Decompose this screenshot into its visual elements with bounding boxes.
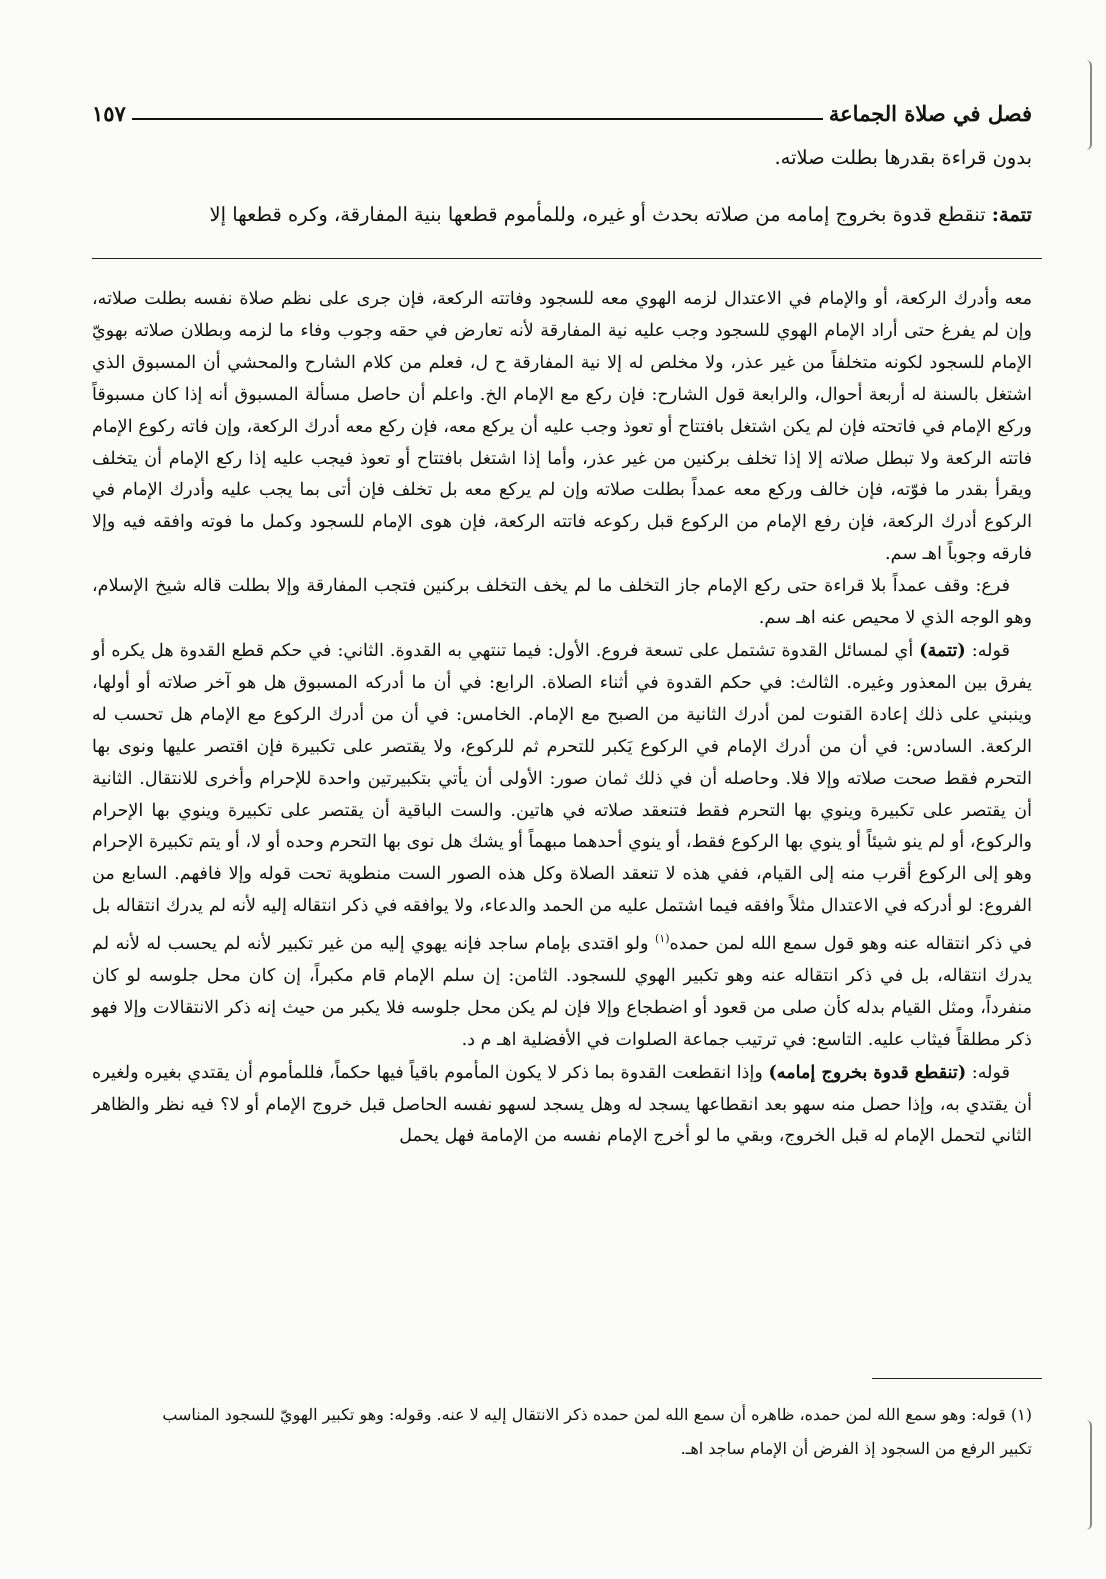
page-number: ١٥٧ [92,101,126,126]
main-line-1: بدون قراءة بقدرها بطلت صلاته. [774,146,1032,169]
header-rule [132,100,823,120]
main-commentary-divider [92,258,1042,259]
commentary-paragraph-3 [92,635,1032,1057]
qawluh-label: قوله: [971,640,1011,661]
footnote-line-1: (١) قوله: وهو سمع الله لمن حمده، ظاهره أن سمع الله لمن حمده ذكر الانتقال إليه لا عنه. وقوله: وهو تكبير الهويّ للسجود المناسب [162,1405,1032,1424]
commentary-paragraph-4 [92,1057,1032,1154]
commentary-text-continued: ولو اقتدى بإمام ساجد فإنه يهوي إليه من غير تكبير لأنه لم يحسب له لأنه لم يدرك انتقاله، بل في ذكر انتقاله عنه وهو تكبير الهوي للسجود. الثامن: إن سلم الإمام قام مكبراً، إن كان محل جلوسه لو كان منفرداً، ومثل القيام بدله كأن صلى من قعود أو اضطجاع وإلا فإن لم يكن محل جلوسه فلا يكبر من حيث إنه ذكر الانتقالات وإلا فهو ذكر مطلقاً فيثاب عليه. التاسع: في ترتيب جماعة الصلوات في الأفضلية اهـ م د. [92,933,1032,1050]
scan-edge-mark [1080,1420,1092,1530]
footnote-reference: (١) [654,932,670,946]
main-text-continuation [92,138,1032,178]
chapter-title: فصل في صلاة الجماعة [828,101,1032,126]
commentary-paragraph-2: فرع: وقف عمداً بلا قراءة حتى ركع الإمام جاز التخلف ما لم يخف التخلف بركنين فتجب المفارقة وإلا بطلت قاله شيخ الإسلام، وهو الوجه الذي لا محيص عنه اهـ سم. [92,576,1032,629]
commentary-text: أي لمسائل القدوة تشتمل على تسعة فروع. الأول: فيما تنتهي به القدوة. الثاني: في حكم قطع القدوة هل يكره أو يفرق بين المعذور وغيره. الثالث: في حكم القدوة في أثناء الصلاة. الرابع: في أن ما أدركه المسبوق هل هو آخر صلاته أو أولها، وينبني على ذلك إعادة القنوت لمن أدرك الثانية من الصبح مع الإمام. الخامس: في أن من أدرك الركوع مع الإمام هل تحسب له الركعة. السادس: في أن من أدرك الإمام في الركوع يَكبر للتحرم ثم للركوع، ولا يقتصر على تكبيرة فإن اقتصر عليها ونوى بها التحرم فقط صحت صلاته وإلا فلا. وحاصله أن في ذلك ثمان صور: الأولى أن يأتي بتكبيرتين واحدة للإحرام وأخرى للانتقال. الثانية أن يقتصر على تكبيرة وينوي بها التحرم فقط فتنعقد صلاته في هاتين. والست الباقية أن يقتصر على تكبيرة وينوي بها الإحرام والركوع، أو لم ينو شيئاً أو ينوي بها الركوع فقط، أو ينوي أحدهما مبهماً أو يشك هل نوى بها التحرم وحده أو لا، أو يتم تكبيرة الإحرام وهو إلى الركوع أقرب منه إلى القيام، ففي هذه لا تنعقد الصلاة وكل هذه الصور الست منطوية تحت قوله وإلا فافهم. السابع من الفروع: لو أدركه في الاعتدال مثلاً وافقه فيما اشتمل عليه من الحمد والدعاء، ولا يوافقه في ذكر انتقاله إليه لأنه لم يدرك انتقاله بل في ذكر انتقاله عنه وهو قول سمع الله لمن حمده [92,640,1032,954]
commentary [92,284,1032,1153]
tatimma-text: تنقطع قدوة بخروج إمامه من صلاته بحدث أو غيره، وللمأموم قطعها بنية المفارقة، وكره قطعها إلا [209,203,986,226]
running-header [92,92,1032,126]
footnote-line-2: تكبير الرفع من السجود إذ الفرض أن الإمام ساجد اهـ. [680,1439,1032,1458]
tatimma-label: تتمة: [991,203,1032,226]
main-text-tatimma [92,195,1032,235]
commentary-text: وإذا انقطعت القدوة بما ذكر لا يكون المأموم باقياً فيها حكماً، فللمأموم أن يقتدي بغيره ولغيره أن يقتدي به، وإذا حصل منه سهو بعد انقطاعها يسجد له وهل يسجد لسهو نفسه الحاصل قبل خروج الإمام أو لا؟ فيه نظر والظاهر الثاني لتحمل الإمام له قبل الخروج، وبقي ما لو أخرج الإمام نفسه من الإمامة فهل يحمل [92,1062,1032,1147]
quoted-matn: (تتمة) [919,639,966,661]
qawluh-label: قوله: [971,1062,1010,1083]
quoted-matn: (تنقطع قدوة بخروج إمامه) [768,1061,967,1083]
footnotes [92,1398,1032,1466]
footnote-rule [872,1378,1042,1379]
scan-edge-mark [1080,60,1092,150]
commentary-paragraph-1: معه وأدرك الركعة، أو والإمام في الاعتدال لزمه الهوي معه للسجود وفاتته الركعة، فإن جرى على نظم صلاة نفسه بطلت صلاته، وإن لم يفرغ حتى أراد الإمام الهوي للسجود وجب عليه نية المفارقة لأنه تعارض في حقه وجوب وفاء ما لزمه وبطلان صلاته بهويّ الإمام للسجود لكونه متخلفاً من غير عذر، ولا مخلص له إلا نية المفارقة ح ل، فعلم من كلام الشارح والمحشي أن المسبوق الذي اشتغل بالسنة له أربعة أحوال، والرابعة قول الشارح: فإن ركع مع الإمام الخ. واعلم أن حاصل مسألة المسبوق أنه إذا كان مسبوقاً وركع الإمام في فاتحته فإن لم يكن اشتغل بافتتاح أو تعوذ وجب عليه أن يركع معه، فإن ركع معه أدرك الركعة، وإن فاته ركوع الإمام فاتته الركعة ولا تبطل صلاته إلا إذا تخلف بركنين من غير عذر، وأما إذا اشتغل بافتتاح أو تعوذ فيجب عليه إذا ركع الإمام أن يتخلف ويقرأ بقدر ما فوّته، فإن خالف وركع معه عمداً بطلت صلاته وإن لم يركع معه بل تخلف فإن أتى بما يجب عليه وأدرك الإمام في الركوع أدرك الركعة، فإن رفع الإمام من الركوع قبل ركوعه فاتته الركعة، فإن هوى الإمام للسجود وكمل ما فوته وافقه فيه وإلا فارقه وجوباً اهـ سم. [92,289,1032,565]
